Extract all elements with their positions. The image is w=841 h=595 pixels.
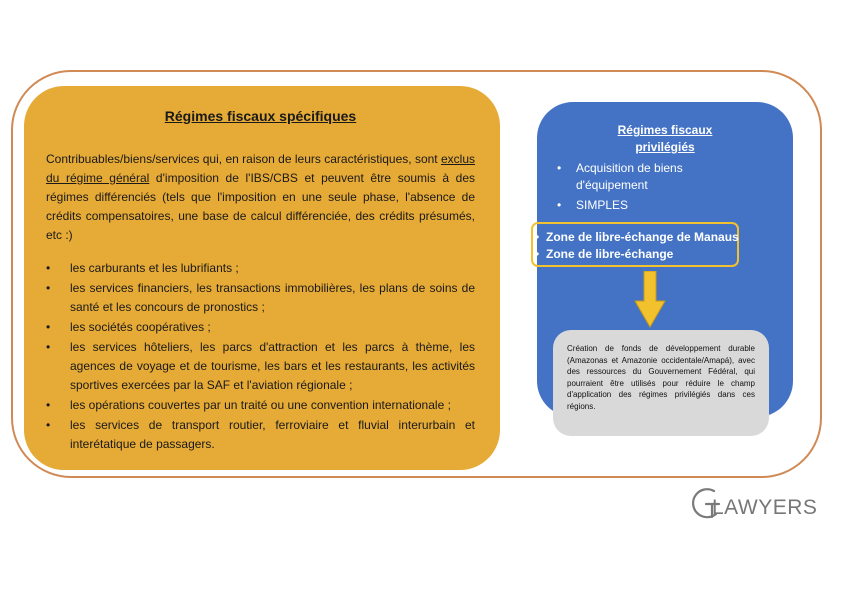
free-trade-zone-label: Zone de libre-échange	[546, 247, 674, 261]
free-trade-zone-item	[533, 229, 737, 246]
gt-lawyers-logo	[692, 484, 820, 524]
list-item-text: les carburants et les lubrifiants ;	[70, 261, 239, 275]
bullet-icon: •	[46, 320, 51, 334]
bullet-icon: •	[46, 281, 51, 295]
bullet-icon: •	[46, 418, 51, 432]
bullet-icon: •	[46, 340, 51, 354]
list-item-text: Acquisition de biens d'équipement	[576, 161, 683, 192]
list-item	[46, 279, 475, 317]
down-arrow-icon	[634, 271, 666, 329]
free-trade-zones-box	[531, 222, 739, 267]
privileged-regimes-title	[537, 122, 793, 156]
list-item-text: les services de transport routier, ferroviaire et fluvial interurbain et interétatique de passagers.	[70, 418, 475, 451]
intro-text-start: Contribuables/biens/services qui, en raison de leurs caractéristiques, sont	[46, 152, 441, 166]
bullet-icon: •	[557, 198, 562, 212]
specific-regimes-panel	[24, 86, 500, 470]
intro-text-end: d'imposition de l'IBS/CBS et peuvent être soumis à des régimes différenciés (tels que l'imposition en une seule phase, l'absence de crédits compensatoires, une base de calcul différenciée, des crédits présumés, etc :)	[46, 171, 475, 242]
privileged-regimes-title-line2: privilégiés	[635, 140, 695, 154]
list-item	[46, 396, 475, 415]
list-item-text: les services financiers, les transactions immobilières, les plans de soins de santé et les concours de pronostics ;	[70, 281, 475, 314]
specific-regimes-title: Régimes fiscaux spécifiques	[164, 108, 357, 124]
intro-text-underlined: exclus du régime général	[46, 152, 475, 185]
list-item	[46, 259, 475, 278]
bullet-icon: •	[557, 161, 562, 175]
bullet-icon: •	[535, 247, 540, 261]
free-trade-zone-item	[533, 246, 737, 263]
list-item-text: les sociétés coopératives ;	[70, 320, 211, 334]
list-item	[46, 318, 475, 337]
free-trade-zone-label: Zone de libre-échange de Manaus	[546, 230, 739, 244]
list-item	[557, 197, 757, 214]
bullet-icon: •	[46, 398, 51, 412]
specific-regimes-list	[46, 259, 475, 454]
arrow-shape	[635, 271, 665, 327]
list-item-text: les opérations couvertes par un traité ou une convention internationale ;	[70, 398, 451, 412]
list-item	[46, 338, 475, 395]
privileged-regimes-list	[557, 160, 757, 217]
list-item	[557, 160, 757, 194]
specific-regimes-intro	[46, 150, 475, 245]
logo-wordmark: LAWYERS	[712, 496, 818, 519]
privileged-regimes-title-line1: Régimes fiscaux	[617, 123, 713, 137]
list-item	[46, 416, 475, 454]
list-item-text: les services hôteliers, les parcs d'attraction et les parcs à thème, les agences de voyage et de tourisme, les bars et les restaurants, les activités sportives exercées par la SAF et l'aviation régionale ;	[70, 340, 475, 392]
bullet-icon: •	[46, 261, 51, 275]
bullet-icon: •	[535, 230, 540, 244]
development-fund-note: Création de fonds de développement durable (Amazonas et Amazonie occidentale/Amapá), avec des ressources du Gouvernement Fédéral, qui pourraient être utilisés pour réduire le champ d'application des régimes privilégiés dans ces régions.	[553, 330, 769, 436]
list-item-text: SIMPLES	[576, 198, 629, 212]
